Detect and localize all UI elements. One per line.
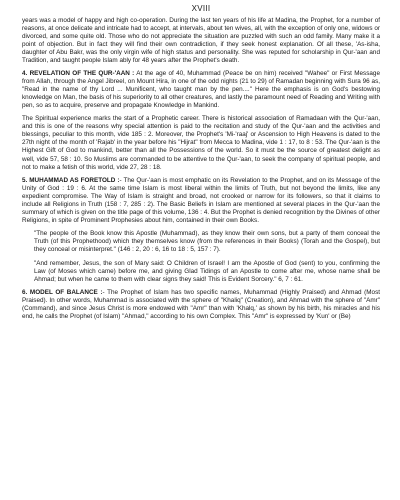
section-5-paragraph: [22, 177, 380, 226]
section-6-heading: 6. MODEL OF BALANCE :: [22, 288, 103, 296]
quote-1: "The people of the Book know this Apostle (Muhammad), as they know their own sons, but a party of them conceal the Truth (of this Prophethood) which they themselves know (from the references in their Books) (Torah and the Gospel), but they conceal or misinterpret." (146 : 2, 20 : 6, 16 to 18 : 5, 157 : 7).: [34, 230, 380, 254]
section-4-paragraph-2: The Spiritual experience marks the start of a Prophetic career. There is historical association of Ramadaan with the Qur-'aan, and this is one of the reasons why special attention is paid to the recitation and study of the Qur-'aan and the activities and blessings, peculiar to this month, vide 185 : 2. Moreover, the Prophet's 'Mi-'raaj' or Ascension to High Heavens is dated to the 27th night of the month of 'Rajab' in the year before his "Hijrat" from Mecca to Madina, vide 1 : 17, to 8 : 53. The Qur-'aan is the Highest Gift of God to mankind, better than all the Possessions of the world. So it must be the source of greatest delight as well, vide 57, 58 : 10. So Muslims are commanded to be attentive to the Qur-'aan, to seek the company of spiritual people, and not to make a fetish of this world, vide 27, 28 : 18.: [22, 115, 380, 171]
section-4-body: At the age of 40, Muhammad (Peace be on him) received "Wahee" or First Message from Allah, through the Angel Jibreel, on Mount Hira, in one of the odd nights (21 to 29) of Ramadan beginning with Sura 96 as, "Read in the name of thy Lord ... Munificent, who taught man by the pen...." Here the emphasis is on God's bestowing knowledge on Man, the basis of his superiority to all other creatures, and lastly the paramount need of Reading and Writing with pen, so as to acquire, preserve and propagate Knowledge in Mankind.: [22, 69, 380, 109]
section-6-body: - The Prophet of Islam has two specific names, Muhammad (Highly Praised) and Ahmad (Most Praised). In other words, Muhammad is associated with the sphere of "Khaliq" (Creation), and Ahmad with the sphere of "Amr" (Command), and since Jesus Christ is more endowed with "Amr" than with 'Khalq,' as shown by his birth, his miracles and his end, he calls the Prophet (of Islam) "Ahmad," according to his own Complex. This "Amr" is expressed by 'Kun' or (Be): [22, 288, 380, 321]
section-5-body: - The Qur-'aan is most emphatic on its Revelation to the Prophet, and on its Message of the Unity of God : 19 : 6. At the same time Islam is most liberal within the limits of Truth, but not beyond the limits, like any expedient compromise. The Way of Islam is straight and broad, not crooked or narrow for its followers, so that it claims to include all Religions in Truth (158 : 7, 285 : 2). The Basic Beliefs in Islam are mentioned at several places in the Qur-'aan the summary of which is given on the title page of this volume, 136 : 4. But the Prophet is denied recognition by the Divines of other Religions, in spite of Prominent Prophesies about him, contained in their own Books.: [22, 176, 381, 225]
intro-paragraph: years was a model of happy and high co-operation. During the last ten years of his life at Madina, the Prophet, for a number of reasons, at once delicate and intricate had to accept, at intervals, about ten wives, all, with the exception of only one, widows or divorced, and some quite old. Those who do not appreciate the situation are puzzled with such an odd family. Many make it a point of objection. But in fact they will find their own contradiction, if they seek honest explanation. Of all these, 'As-isha, daughter of Abu Bakr, was the only virgin wife of high status and personality. She was reputed for scholarship in Qur-'aan and Tradition, and taught people Islam ably for 48 years after the Prophet's death.: [22, 17, 380, 65]
section-5-heading: 5. MUHAMMAD AS FORETOLD :: [22, 176, 120, 184]
section-4-heading: 4. REVELATION OF THE QUR-'AAN :: [22, 69, 135, 77]
quote-2: "And remember, Jesus, the son of Mary said: O Children of Israel! I am the Apostle of God (sent) to you, confirming the Law (of Moses which came) before me, and giving Glad Tidings of an Apostle to come after me, whose name shall be Ahmad; but when he came to them with clear signs they said! This is Evident Sorcery." 6, 7 : 61.: [34, 259, 380, 283]
section-4-paragraph: [22, 70, 380, 110]
page-number: XVIII: [191, 4, 211, 13]
section-6-paragraph: [22, 289, 380, 321]
